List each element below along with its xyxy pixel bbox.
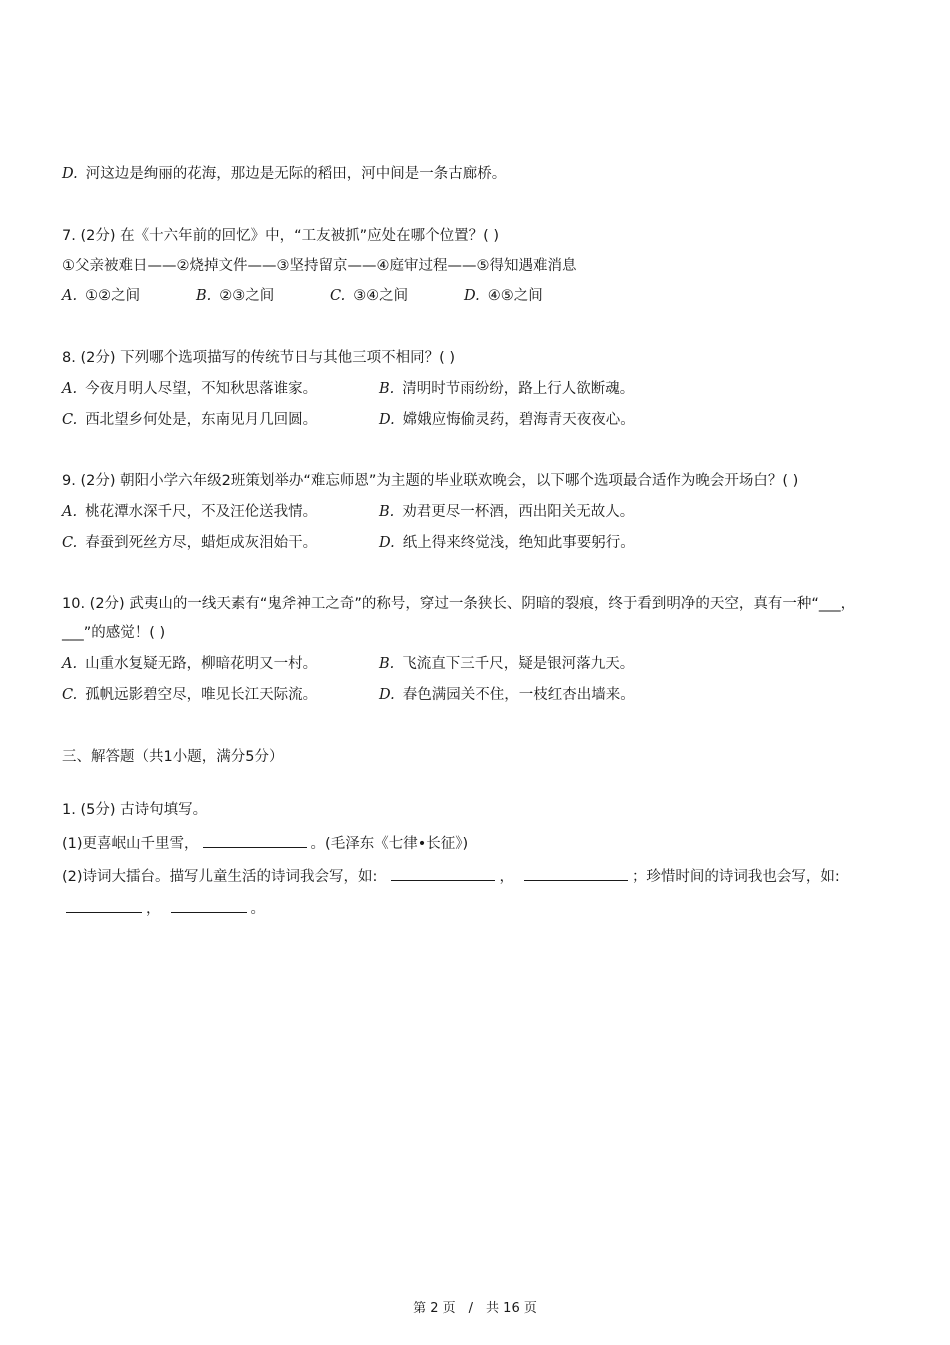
q7-stem: 7. (2分) 在《十六年前的回忆》中，“工友被抓”应处在哪个位置？( ): [62, 228, 500, 244]
q8-option-a: [62, 379, 317, 399]
q10-option-a-text: 山重水复疑无路，柳暗花明又一村。: [85, 656, 318, 672]
q7-option-b-letter: B.: [196, 288, 212, 304]
q10-option-c: [62, 685, 317, 705]
a1-blank-2[interactable]: [391, 866, 495, 881]
q7-option-a-letter: A.: [62, 288, 78, 304]
q9-option-d-letter: D.: [379, 535, 395, 551]
q9-stem: 9. (2分) 朝阳小学六年级2班策划举办“难忘师恩”为主题的毕业联欢晚会，以下哪个选项最合适作为晚会开场白？( ): [62, 473, 799, 489]
a1-part3-end: 。: [250, 901, 265, 917]
q9-option-d: [379, 533, 635, 553]
q9-option-b-text: 劝君更尽一杯酒，西出阳关无故人。: [402, 504, 635, 520]
q10-option-b: [379, 654, 634, 674]
q7-option-c: [330, 286, 408, 306]
q10-option-d-letter: D.: [379, 687, 395, 703]
q10-option-a-letter: A.: [62, 656, 78, 672]
q10-option-a: [62, 654, 317, 674]
q9-option-a-text: 桃花潭水深千尺，不及汪伦送我情。: [85, 504, 318, 520]
a1-part2: [62, 866, 840, 887]
q7-option-a-text: ①②之间: [85, 288, 141, 304]
q8-option-d-text: 嫦娥应悔偷灵药，碧海青天夜夜心。: [402, 412, 635, 428]
a1-part2-before: (2)诗词大擂台。描写儿童生活的诗词我会写，如:: [62, 869, 378, 885]
q10-option-b-letter: B.: [379, 656, 395, 672]
q10-option-b-text: 飞流直下三千尺，疑是银河落九天。: [402, 656, 635, 672]
q8-stem: 8. (2分) 下列哪个选项描写的传统节日与其他三项不相同？( ): [62, 350, 456, 366]
a1-blank-3[interactable]: [524, 866, 628, 881]
q10-option-c-letter: C.: [62, 687, 78, 703]
q7-option-b-text: ②③之间: [219, 288, 275, 304]
q9-option-a-letter: A.: [62, 504, 78, 520]
q7-sequence: ①父亲被难日——②烧掉文件——③坚持留京——④庭审过程——⑤得知遇难消息: [62, 258, 577, 274]
q8-option-b: [379, 379, 634, 399]
q8-option-c: [62, 410, 317, 430]
a1-blank-4[interactable]: [66, 898, 142, 913]
q7-option-b: [196, 286, 274, 306]
a1-blank-5[interactable]: [171, 898, 247, 913]
q8-option-d-letter: D.: [379, 412, 395, 428]
q6-option-d: [62, 164, 506, 184]
q9-option-c-letter: C.: [62, 535, 78, 551]
q10-stem-line1: 10. (2分) 武夷山的一线天素有“鬼斧神工之奇”的称号，穿过一条狭长、阴暗的裂痕，终于看到明净的天空，真有一种“___，: [62, 596, 856, 612]
q7-option-d-letter: D.: [464, 288, 480, 304]
a1-blank-1[interactable]: [203, 833, 307, 848]
q10-stem-line2: ___”的感觉！( ): [62, 625, 166, 641]
a1-stem: 1. (5分) 古诗句填写。: [62, 802, 208, 818]
q8-option-d: [379, 410, 635, 430]
q7-option-d: [464, 286, 543, 306]
q10-option-d-text: 春色满园关不住，一枝红杏出墙来。: [402, 687, 635, 703]
q10-option-d: [379, 685, 635, 705]
q8-option-a-letter: A.: [62, 381, 78, 397]
q6-option-d-letter: D.: [62, 166, 78, 182]
section-3-title: 三、解答题（共1小题，满分5分）: [62, 749, 284, 765]
a1-part1: [62, 833, 468, 854]
q7-option-d-text: ④⑤之间: [487, 288, 543, 304]
q8-option-c-letter: C.: [62, 412, 78, 428]
q8-option-a-text: 今夜月明人尽望，不知秋思落谁家。: [85, 381, 318, 397]
q7-option-c-letter: C.: [330, 288, 346, 304]
q7-option-a: [62, 286, 140, 306]
a1-part3: [62, 898, 265, 919]
q8-option-b-text: 清明时节雨纷纷，路上行人欲断魂。: [402, 381, 635, 397]
page-footer: 第 2 页 / 共 16 页: [413, 1301, 537, 1316]
a1-part3-sep: ，: [146, 901, 161, 917]
a1-part1-after: 。(毛泽东《七律•长征》): [310, 836, 469, 852]
q9-option-d-text: 纸上得来终觉浅，绝知此事要躬行。: [402, 535, 635, 551]
a1-part1-before: (1)更喜岷山千里雪，: [62, 836, 199, 852]
q10-option-c-text: 孤帆远影碧空尽，唯见长江天际流。: [85, 687, 318, 703]
q9-option-b-letter: B.: [379, 504, 395, 520]
q6-option-d-text: 河这边是绚丽的花海，那边是无际的稻田，河中间是一条古廊桥。: [85, 166, 507, 182]
a1-part2-mid: ；珍惜时间的诗词我也会写，如:: [631, 869, 840, 885]
q9-option-c: [62, 533, 317, 553]
a1-part2-sep1: ，: [499, 869, 514, 885]
q9-option-c-text: 春蚕到死丝方尽，蜡炬成灰泪始干。: [85, 535, 318, 551]
q8-option-c-text: 西北望乡何处是，东南见月几回圆。: [85, 412, 318, 428]
q9-option-a: [62, 502, 317, 522]
q7-option-c-text: ③④之间: [353, 288, 409, 304]
q9-option-b: [379, 502, 634, 522]
q8-option-b-letter: B.: [379, 381, 395, 397]
